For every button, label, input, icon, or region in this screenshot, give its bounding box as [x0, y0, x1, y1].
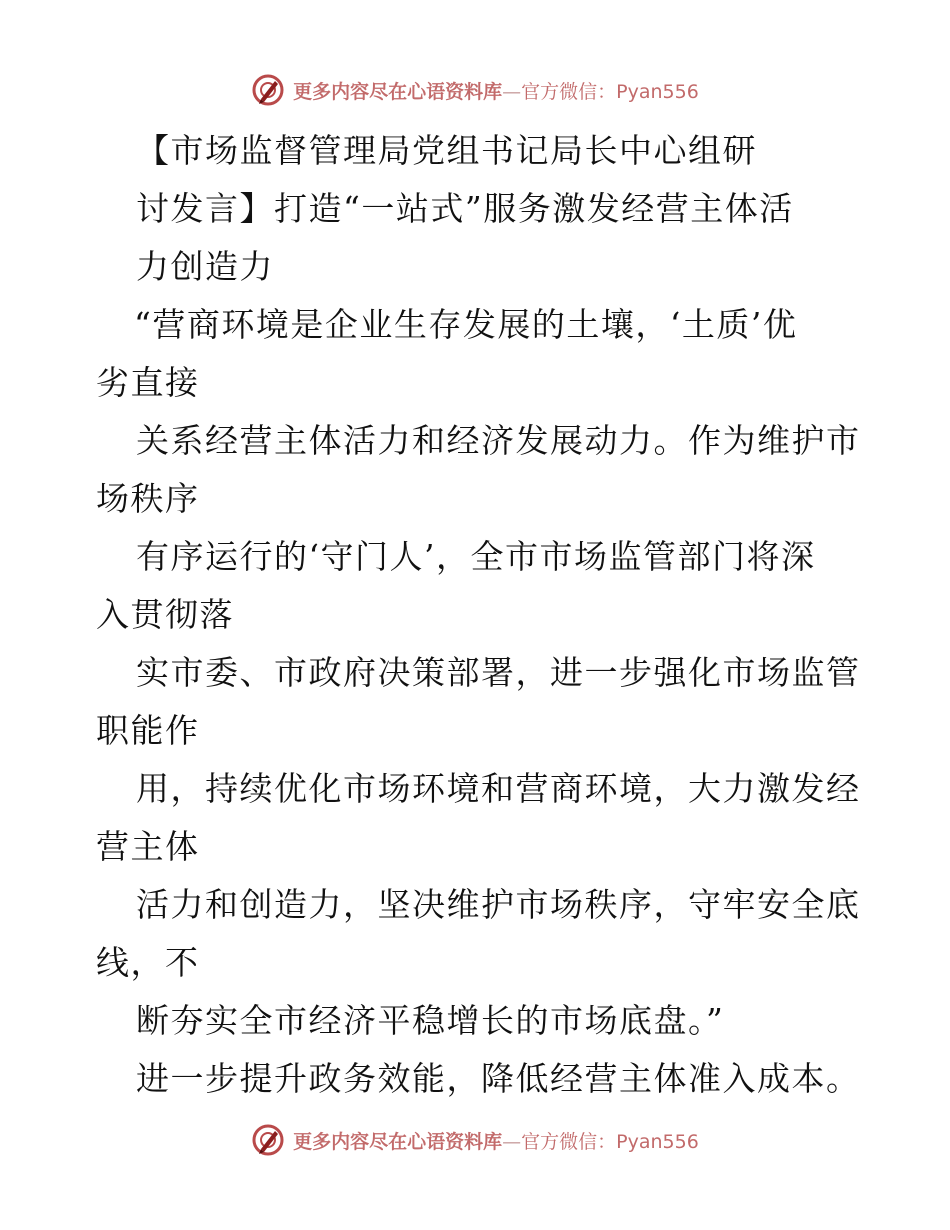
document-body: [96, 122, 861, 1108]
document-line: 营主体: [96, 827, 200, 866]
watermark-footer-inner: [251, 1123, 699, 1157]
watermark-site-text: 更多内容尽在心语资料库: [293, 80, 503, 103]
watermark-header-inner: [251, 73, 699, 107]
document-line: 场秩序: [96, 479, 200, 518]
watermark-header-text: [293, 77, 699, 104]
pen-logo-icon: [251, 73, 285, 107]
document-line: 线，不: [96, 943, 200, 982]
watermark-separator: —: [502, 80, 522, 103]
document-line: 讨发言】打造“一站式”服务激发经营主体活: [136, 189, 794, 228]
document-line: 实市委、市政府决策部署，进一步强化市场监管: [136, 653, 861, 692]
pen-logo-icon: [251, 1123, 285, 1157]
document-line: 用，持续优化市场环境和营商环境，大力激发经: [136, 769, 861, 808]
watermark-footer: [0, 1120, 950, 1160]
watermark-header: [0, 70, 950, 110]
watermark-wechat-text: 官方微信：Pyan556: [521, 1130, 699, 1153]
document-line: 关系经营主体活力和经济发展动力。作为维护市: [136, 421, 861, 460]
document-line: 进一步提升政务效能，降低经营主体准入成本。: [136, 1059, 861, 1098]
watermark-site-text: 更多内容尽在心语资料库: [293, 1130, 503, 1153]
document-line: “营商环境是企业生存发展的土壤，‘土质’优: [134, 305, 798, 344]
document-line: 入贯彻落: [96, 595, 234, 634]
document-line: 有序运行的‘守门人’，全市市场监管部门将深: [136, 537, 816, 576]
document-line: 职能作: [96, 711, 200, 750]
watermark-wechat-text: 官方微信：Pyan556: [521, 80, 699, 103]
document-line: 劣直接: [96, 363, 200, 402]
watermark-separator: —: [502, 1130, 522, 1153]
watermark-footer-text: [293, 1127, 699, 1154]
document-line: 力创造力: [136, 247, 274, 286]
document-line: 活力和创造力，坚决维护市场秩序，守牢安全底: [136, 885, 861, 924]
document-line: 断夯实全市经济平稳增长的市场底盘。”: [136, 1001, 725, 1040]
document-line: 【市场监督管理局党组书记局长中心组研: [136, 131, 757, 170]
